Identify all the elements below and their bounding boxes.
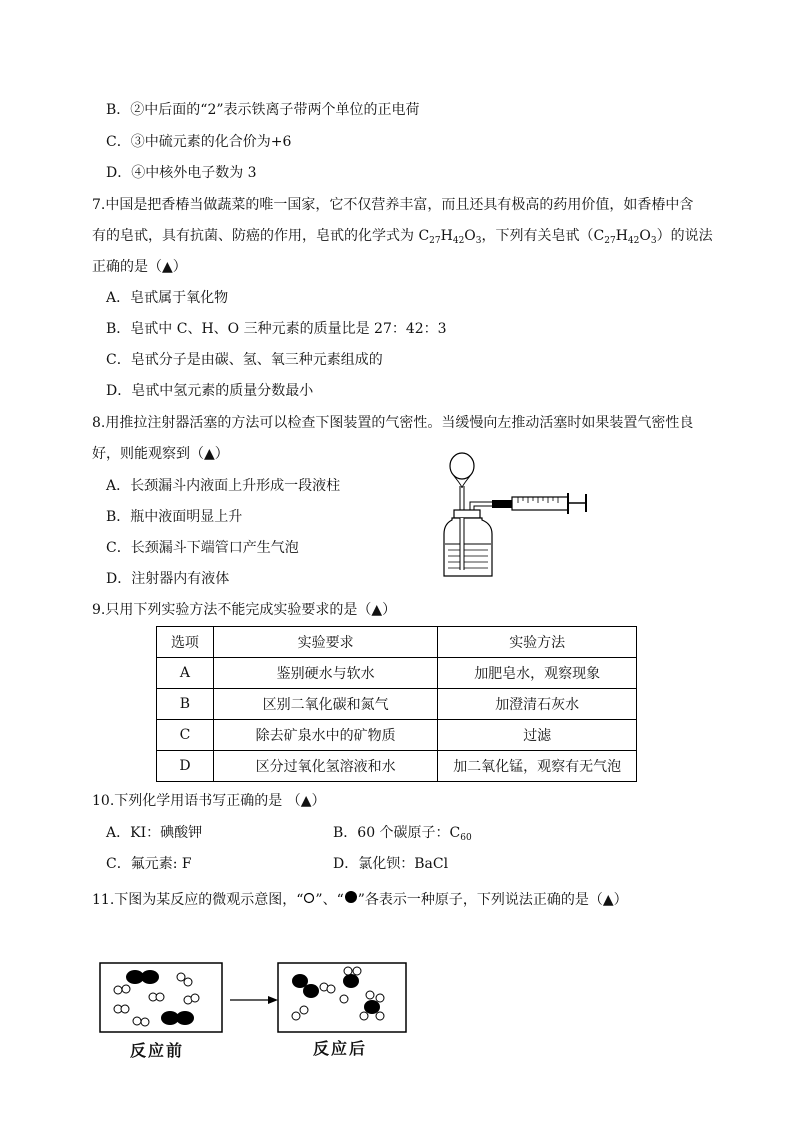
table-cell: 加二氧化锰，观察有无气泡 (438, 751, 637, 782)
table-cell: 区分过氧化氢溶液和水 (213, 751, 438, 782)
caption-after-reaction: 反应后 (313, 1039, 368, 1058)
q10-option-c: C．氟元素: F (106, 856, 192, 872)
table-cell: D (157, 751, 214, 782)
table-row (157, 751, 637, 782)
table-cell: 区别二氧化碳和氮气 (213, 689, 438, 720)
table-header: 实验方法 (438, 627, 637, 658)
table-cell: 鉴别硬水与软水 (213, 658, 438, 689)
table-header: 实验要求 (213, 627, 438, 658)
q7-stem-line2: 有的皂甙，具有抗菌、防癌的作用，皂甙的化学式为 $C_{27}H_{42}O_3$，下列有关皂甙$(C_{27}H_{42}O_3)$的说法 (92, 228, 713, 246)
table-cell: 过滤 (438, 720, 637, 751)
airtightness-apparatus-figure (440, 448, 600, 580)
black-atom-icon (344, 890, 358, 904)
q7-option-d: D．皂甙中氢元素的质量分数最小 (106, 383, 314, 399)
q7-stem-line1: 7.中国是把香椿当做蔬菜的唯一国家，它不仅营养丰富，而且还具有极高的药用价值，如香椿中含 (92, 197, 694, 213)
table-row (157, 658, 637, 689)
table-cell: C (157, 720, 214, 751)
q10-option-b: B．60 个碳原子：$C_{60}$ (333, 825, 472, 843)
q8-stem-line1: 8.用推拉注射器活塞的方法可以检查下图装置的气密性。当缓慢向左推动活塞时如果装置气密性良 (92, 415, 694, 431)
caption-before-reaction: 反应前 (130, 1041, 185, 1060)
q9-stem: 9.只用下列实验方法不能完成实验要求的是（▲） (92, 602, 397, 618)
table-cell: 加肥皂水，观察现象 (438, 658, 637, 689)
table-cell: 加澄清石灰水 (438, 689, 637, 720)
table-cell: B (157, 689, 214, 720)
q7-option-c: C．皂甙分子是由碳、氢、氧三种元素组成的 (106, 352, 383, 368)
table-header-row (157, 627, 637, 658)
table-header: 选项 (157, 627, 214, 658)
table-row (157, 720, 637, 751)
q7-option-b: B．皂甙中 C、H、O 三种元素的质量比是 27：42：3 (106, 321, 447, 337)
q6-option-b: B．②中后面的“2”表示铁离子带两个单位的正电荷 (106, 102, 420, 118)
q8-option-b: B．瓶中液面明显上升 (106, 509, 243, 525)
white-atom-icon (303, 892, 315, 904)
reaction-microscopic-diagram (98, 958, 413, 1038)
table-cell: 除去矿泉水中的矿物质 (213, 720, 438, 751)
q7-option-a: A．皂甙属于氧化物 (106, 290, 229, 306)
q8-option-a: A．长颈漏斗内液面上升形成一段液柱 (106, 478, 341, 494)
q6-option-c: C．③中硫元素的化合价为+6 (106, 134, 292, 150)
q6-option-d: D．④中核外电子数为 3 (106, 165, 257, 181)
q8-stem-line2: 好，则能观察到（▲） (92, 446, 229, 462)
q8-option-d: D．注射器内有液体 (106, 571, 230, 587)
q8-option-c: C．长颈漏斗下端管口产生气泡 (106, 540, 299, 556)
table-cell: A (157, 658, 214, 689)
q10-option-a: A．KI：碘酸钾 (106, 825, 203, 841)
q10-option-d: D．氯化钡：BaCl (333, 856, 449, 872)
q9-table (156, 626, 637, 782)
q11-stem: 11.下图为某反应的微观示意图，“ ”、“ ”各表示一种原子，下列说法正确的是（▲） (92, 892, 628, 908)
q10-stem: 10.下列化学用语书写正确的是 （▲） (92, 793, 326, 809)
table-row (157, 689, 637, 720)
q7-stem-line3: 正确的是（▲） (92, 259, 187, 275)
